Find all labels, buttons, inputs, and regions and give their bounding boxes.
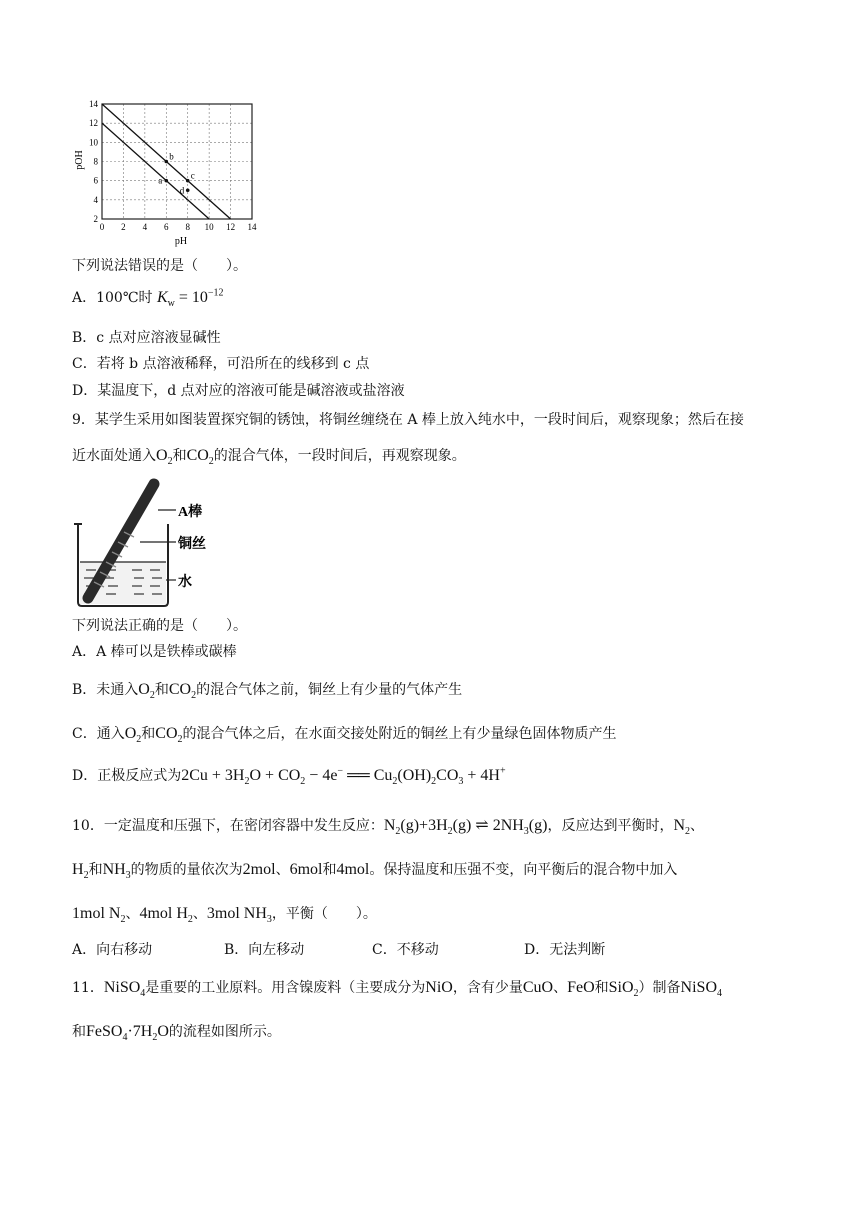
q9-line1: 9．某学生采用如图装置探究铜的锈蚀，将铜丝缠绕在 A 棒上放入纯水中，一段时间后，观察现象；然后在接 bbox=[72, 412, 744, 428]
q8-a-exp: −12 bbox=[207, 287, 224, 299]
graph-grid bbox=[102, 104, 252, 219]
q10-line2: $H_2$和$NH_3$的物质的量依次为2mol、6mol和4mol。保持温度和压强不变，向平衡后的混合物中加入 bbox=[72, 861, 678, 882]
q10-option-d: D．无法判断 bbox=[524, 942, 606, 958]
q10-line1: 10．一定温度和压强下，在密闭容器中发生反应：$N_2(g)+3H_2(g)$ ⇌ $2NH_3(g)$，反应达到平衡时，$N_2$、 bbox=[72, 817, 705, 838]
q8-option-b: B．c 点对应溶液显碱性 bbox=[72, 330, 221, 346]
q9-option-c: C．通入$O_2$和$CO_2$的混合气体之后，在水面交接处附近的铜丝上有少量绿色固体物质产生 bbox=[72, 725, 617, 746]
y-tick-label: 14 bbox=[89, 99, 98, 109]
q9-stem: 下列说法正确的是（ ）。 bbox=[72, 618, 247, 634]
q8-option-d: D．某温度下，d 点对应的溶液可能是碱溶液或盐溶液 bbox=[72, 383, 405, 399]
y-axis-label: pOH bbox=[74, 150, 85, 170]
q8-a-math: = 10 bbox=[178, 289, 208, 306]
point-label-b: b bbox=[169, 151, 174, 162]
point-label-d: d bbox=[179, 185, 185, 196]
poh-ph-graph bbox=[74, 96, 264, 248]
x-tick-label: 14 bbox=[247, 222, 257, 232]
y-tick-label: 4 bbox=[93, 194, 98, 205]
y-tick-label: 8 bbox=[93, 156, 98, 167]
x-axis-label: pH bbox=[174, 236, 188, 247]
x-tick-label: 4 bbox=[142, 222, 148, 232]
point-d bbox=[186, 188, 190, 192]
y-tick-label: 12 bbox=[89, 118, 98, 129]
q8-a-text: A．100℃时 bbox=[72, 290, 153, 306]
label-a-rod: A棒 bbox=[178, 505, 203, 520]
y-tick-label: 2 bbox=[93, 214, 98, 224]
q9-line2: 近水面处通入$O_2$和$CO_2$的混合气体，一段时间后，再观察现象。 bbox=[72, 447, 466, 468]
label-copper-wire: 铜丝 bbox=[178, 537, 206, 552]
q9-option-d: D．正极反应式为$2Cu + 3H_2O + CO_2 - 4e^-$ ══ $Cu_2(OH)_2CO_3 + 4H^+$ bbox=[72, 765, 506, 788]
point-label-c: c bbox=[190, 170, 195, 181]
x-tick-label: 10 bbox=[204, 222, 214, 232]
y-tick-label: 6 bbox=[93, 175, 98, 186]
q10-option-a: A．向右移动 bbox=[72, 942, 153, 958]
q10-options bbox=[72, 940, 605, 960]
q10-option-c: C．不移动 bbox=[372, 942, 439, 958]
x-tick-label: 0 bbox=[99, 222, 105, 232]
q9-option-b: B．未通入$O_2$和$CO_2$的混合气体之前，铜丝上有少量的气体产生 bbox=[72, 681, 463, 702]
point-a bbox=[164, 179, 168, 183]
x-tick-label: 2 bbox=[121, 222, 126, 232]
x-tick-label: 6 bbox=[164, 222, 169, 232]
apparatus-figure bbox=[72, 478, 222, 610]
q10-line3: 1mol $N_2$、4mol $H_2$、3mol $NH_3$，平衡（ ）。 bbox=[72, 905, 377, 926]
q8-option-a: A．100℃时 $K_w = 10^{-12}$ bbox=[72, 287, 224, 310]
q11-line2: 和$FeSO_4\cdot 7H_2O$的流程如图所示。 bbox=[72, 1023, 281, 1044]
q8-stem: 下列说法错误的是（ ）。 bbox=[72, 258, 247, 274]
graph-points bbox=[158, 152, 194, 196]
x-tick-label: 12 bbox=[226, 222, 236, 232]
q9-option-a: A．A 棒可以是铁棒或碳棒 bbox=[72, 644, 237, 660]
point-c bbox=[186, 179, 190, 183]
graph-ticks bbox=[89, 99, 257, 232]
graph-frame bbox=[102, 104, 252, 219]
q10-option-b: B．向左移动 bbox=[224, 942, 305, 958]
y-tick-label: 10 bbox=[89, 137, 98, 148]
point-b bbox=[164, 160, 168, 164]
q11-line1: 11．NiSO$_4$是重要的工业原料。用含镍废料（主要成分为NiO，含有少量CuO、FeO和SiO$_2$）制备NiSO$_4$ bbox=[72, 979, 722, 1000]
x-tick-label: 8 bbox=[185, 222, 190, 232]
label-water: 水 bbox=[178, 575, 192, 590]
point-label-a: a bbox=[158, 175, 163, 186]
q8-option-c: C．若将 b 点溶液稀释，可沿所在的线移到 c 点 bbox=[72, 356, 370, 372]
